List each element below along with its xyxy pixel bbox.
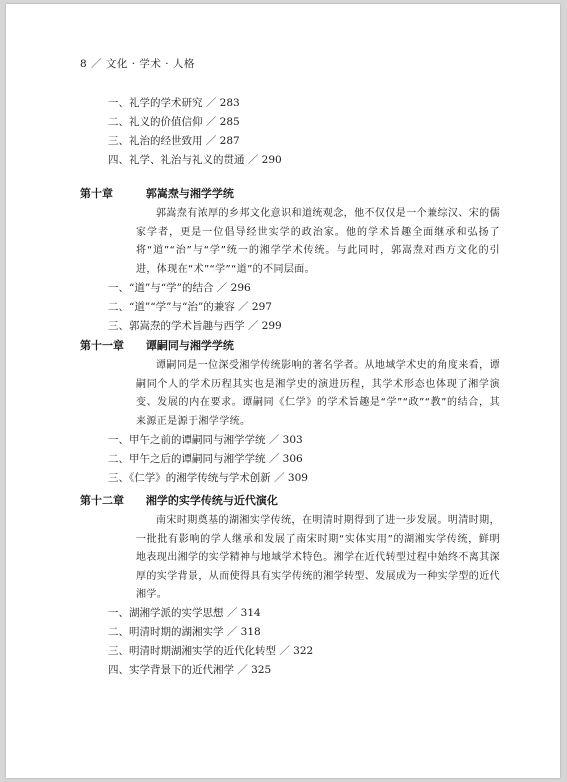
chapter-title: 郭嵩焘与湘学学统	[145, 187, 234, 200]
toc-item[interactable]: 四、礼学、礼治与礼义的贯通 ／ 290	[108, 154, 282, 166]
toc-item[interactable]: 三、礼治的经世致用 ／ 287	[108, 135, 240, 147]
chapter-12	[80, 491, 500, 680]
toc-item[interactable]: 二、礼义的价值信仰 ／ 285	[108, 116, 240, 128]
toc-item[interactable]: 一、礼学的学术研究 ／ 283	[108, 97, 240, 109]
book-page	[6, 4, 560, 778]
toc-item[interactable]: 三、明清时期湖湘实学的近代化转型 ／ 322	[108, 645, 314, 657]
toc-item[interactable]: 二、“道”“学”与“治”的兼容 ／ 297	[108, 301, 272, 313]
chapter-summary: 南宋时期奠基的湖湘实学传统，在明清时期得到了进一步发展。明清时期，一批批有影响的学人继承和发展了南宋时期“实体实用”的湖湘实学传统，鲜明地表现出湘学的实学精神与地域学术特色。湘学在近代转型过程中始终不离其深厚的实学背景，从而使得具有实学传统的湘学转型、发展成为一种实学型的近代湘学。	[136, 515, 500, 600]
toc-item[interactable]: 二、甲午之后的谭嗣同与湘学学统 ／ 306	[108, 453, 303, 465]
chapter-11	[80, 336, 500, 488]
running-header: 8 ／ 文化 · 学术 · 人格	[80, 58, 195, 70]
chapter-title: 湘学的实学传统与近代演化	[145, 494, 278, 507]
toc-item[interactable]: 四、实学背景下的近代湘学 ／ 325	[108, 664, 272, 676]
chapter-number: 第十一章	[80, 339, 124, 352]
chapter-number: 第十二章	[80, 494, 124, 507]
toc-item[interactable]: 一、甲午之前的谭嗣同与湘学学统 ／ 303	[108, 434, 303, 446]
chapter-10	[80, 184, 500, 336]
chapter-heading[interactable]	[80, 491, 500, 510]
toc-item[interactable]: 三、《仁学》的湘学传统与学术创新 ／ 309	[108, 472, 308, 484]
toc-item[interactable]: 一、“道”与“学”的结合 ／ 296	[108, 282, 251, 294]
chapter-heading[interactable]	[80, 336, 500, 355]
toc-item[interactable]: 三、郭嵩焘的学术旨趣与西学 ／ 299	[108, 320, 282, 332]
chapter-summary: 谭嗣同是一位深受湘学传统影响的著名学者。从地域学术史的角度来看，谭嗣同个人的学术历程其实也是湘学史的演进历程，其学术形态也体现了湘学演变、发展的内在要求。谭嗣同《仁学》的学术旨趣是“学”“政”“教”的结合，其来源正是源于湘学学统。	[136, 360, 500, 427]
chapter-number: 第十章	[80, 187, 113, 200]
chapter-summary: 郭嵩焘有浓厚的乡邦文化意识和道统观念，他不仅仅是一个兼综汉、宋的儒家学者，更是一位倡导经世实学的政治家。他的学术旨趣全面继承和弘扬了将“道”“治”与“学”统一的湘学学术传统。与此同时，郭嵩焘对西方文化的引进，体现在“术”“学”“道”的不同层面。	[136, 208, 500, 275]
toc-item[interactable]: 一、湖湘学派的实学思想 ／ 314	[108, 607, 261, 619]
toc-item[interactable]: 二、明清时期的湖湘实学 ／ 318	[108, 626, 261, 638]
chapter-heading[interactable]	[80, 184, 500, 203]
chapter-title: 谭嗣同与湘学学统	[145, 339, 234, 352]
section-list-continued	[80, 94, 500, 170]
